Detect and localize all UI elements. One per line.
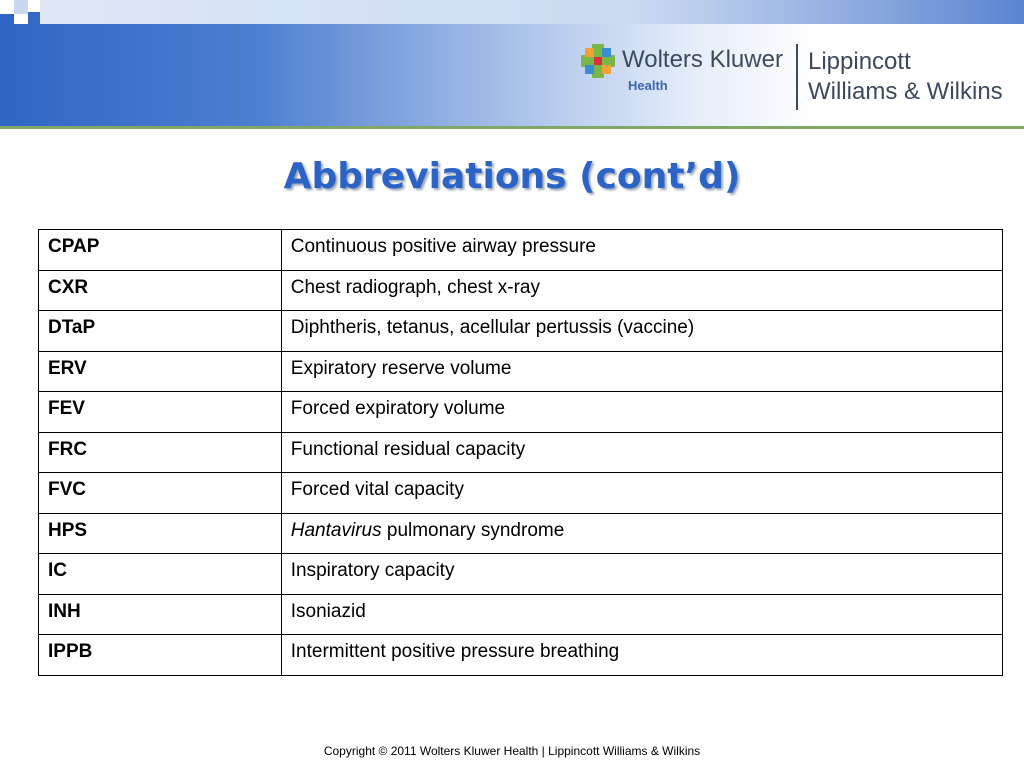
company-name: Wolters Kluwer bbox=[622, 46, 783, 73]
table-row bbox=[39, 554, 1003, 595]
definition-cell: Inspiratory capacity bbox=[281, 554, 1002, 595]
footer bbox=[0, 744, 1024, 758]
table-row bbox=[39, 311, 1003, 352]
definition-cell: Forced expiratory volume bbox=[281, 392, 1002, 433]
table-row bbox=[39, 392, 1003, 433]
definition-cell: Continuous positive airway pressure bbox=[281, 230, 1002, 271]
company-subtitle: Health bbox=[628, 78, 668, 93]
abbreviation-cell: IPPB bbox=[39, 635, 282, 676]
definition-cell: Diphtheris, tetanus, acellular pertussis (vaccine) bbox=[281, 311, 1002, 352]
imprint-name-line1: Lippincott bbox=[808, 48, 911, 75]
definition-cell: Forced vital capacity bbox=[281, 473, 1002, 514]
table-row bbox=[39, 513, 1003, 554]
table-row bbox=[39, 270, 1003, 311]
abbreviation-cell: HPS bbox=[39, 513, 282, 554]
abbreviation-cell: DTaP bbox=[39, 311, 282, 352]
abbreviation-cell: INH bbox=[39, 594, 282, 635]
abbreviations-table bbox=[38, 229, 1003, 676]
abbreviation-cell: CPAP bbox=[39, 230, 282, 271]
table-row bbox=[39, 432, 1003, 473]
definition-cell: Functional residual capacity bbox=[281, 432, 1002, 473]
abbreviation-cell: IC bbox=[39, 554, 282, 595]
table-row bbox=[39, 635, 1003, 676]
abbreviation-cell: CXR bbox=[39, 270, 282, 311]
publisher-logo bbox=[578, 38, 1024, 118]
abbreviation-cell: ERV bbox=[39, 351, 282, 392]
definition-cell bbox=[281, 513, 1002, 554]
table-row bbox=[39, 351, 1003, 392]
slide-title: Abbreviations (cont’d) bbox=[283, 156, 741, 197]
copyright-text: Copyright © 2011 Wolters Kluwer Health | Lippincott Williams & Wilkins bbox=[323, 744, 701, 758]
table-row bbox=[39, 473, 1003, 514]
logo-divider bbox=[796, 44, 798, 110]
abbreviation-cell: FVC bbox=[39, 473, 282, 514]
header-banner bbox=[0, 0, 1024, 126]
definition-cell: Expiratory reserve volume bbox=[281, 351, 1002, 392]
wolters-kluwer-logo-icon bbox=[581, 44, 615, 78]
definition-cell: Chest radiograph, chest x-ray bbox=[281, 270, 1002, 311]
imprint-name-line2: Williams & Wilkins bbox=[808, 78, 1003, 105]
abbreviation-cell: FEV bbox=[39, 392, 282, 433]
definition-cell: Isoniazid bbox=[281, 594, 1002, 635]
definition-cell: Intermittent positive pressure breathing bbox=[281, 635, 1002, 676]
banner-top-strip bbox=[40, 0, 1024, 24]
decorative-squares bbox=[0, 0, 80, 26]
table-row bbox=[39, 594, 1003, 635]
definition-italic-text: Hantavirus bbox=[290, 519, 382, 541]
header-divider-line bbox=[0, 126, 1024, 129]
abbreviation-cell: FRC bbox=[39, 432, 282, 473]
definition-text: pulmonary syndrome bbox=[381, 519, 565, 541]
table-row bbox=[39, 230, 1003, 271]
